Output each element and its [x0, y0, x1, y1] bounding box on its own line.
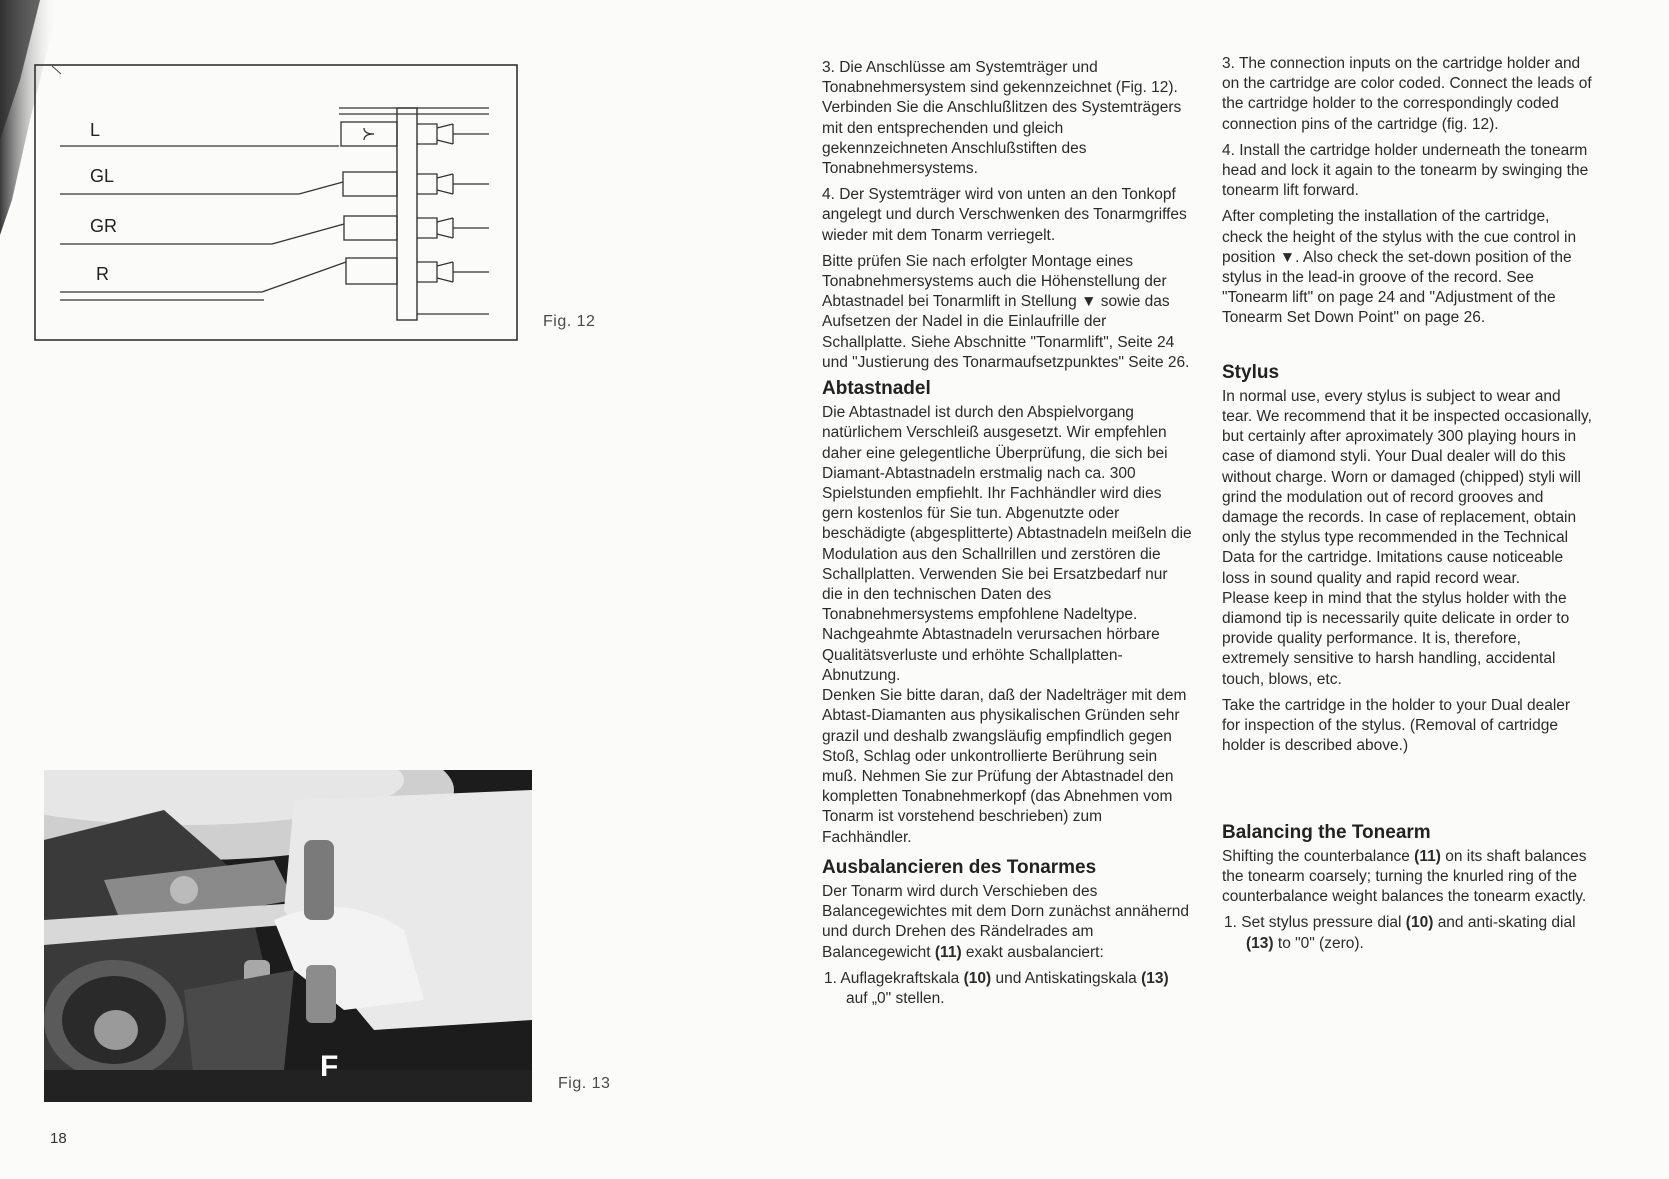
en-bal-list-item-1: [1222, 913, 1592, 953]
page-number: 18: [50, 1130, 67, 1147]
en-bal-text-a: Shifting the counterbalance: [1222, 847, 1410, 865]
wire-label-gl: GL: [90, 166, 115, 186]
en-p5-text-a: After completing the installation of the cartridge, check the height of the stylus with the cue control in position: [1222, 208, 1577, 266]
de-paragraph-5: [822, 252, 1192, 373]
en-paragraph-5: [1222, 207, 1592, 328]
cue-position-symbol: ▼: [1279, 248, 1296, 266]
wire-label-gr: GR: [90, 216, 117, 236]
en-stylus-paragraph-2: Please keep in mind that the stylus holder with the diamond tip is necessarily quite delicate in order to provide quality performance. It is, therefore, extremely sensitive to harsh handling, accidental touch, blows, etc.: [1222, 589, 1570, 688]
en-li1-text-c: to "0" (zero).: [1277, 934, 1364, 952]
en-paragraph-4: 4. Install the cartridge holder underneath the tonearm head and lock it again to the tonearm by swinging the tonearm lift forward.: [1222, 141, 1589, 200]
de-paragraph-4: 4. Der Systemträger wird von unten an den Tonkopf angelegt und durch Verschwenken des Tonarmgriffes wieder mit dem Tonarm verriegelt.: [822, 186, 1187, 244]
de-p5-text-a: Bitte prüfen Sie nach erfolgter Montage eines Tonabnehmersystems auch die Höhenstellung der Abtastnadel bei Tonarmlift in Stellung: [822, 252, 1167, 311]
en-paragraph-3: 3. The connection inputs on the cartridge holder and on the cartridge are color coded. Connect the leads of the cartridge holder to the correspondingly coded connection pins of the cartridge (fig. 12).: [1222, 55, 1592, 133]
fig12-caption: Fig. 12: [543, 313, 596, 330]
de-ausbal-text-a: Der Tonarm wird durch Verschieben des Balancegewichtes mit dem Dorn zunächst annähernd und durch Drehen des Rändelrades am Balancegewicht: [822, 882, 1190, 961]
de-abtast-paragraph-2: Denken Sie bitte daran, daß der Nadelträger mit dem Abtast-Diamanten aus physikalischen Gründen sehr grazil und deshalb zwangsläufig empfindlich gegen Stoß, Schlag oder unkontrollierte Berührung sein muß. Nehmen Sie zur Prüfung der Abtastnadel den kompletten Tonabnehmerkopf (das Abnehmen vom Tonarm ist vorstehend beschrieben) zum Fachhändler.: [822, 687, 1187, 846]
en-stylus-paragraph-1: In normal use, every stylus is subject to wear and tear. We recommend that it be inspected occasionally, but certainly after aproximately 300 playing hours in case of diamond styli. Your Dual dealer will do this without charge. Worn or damaged (chipped) styli will grind the modulation out of record grooves and damage the records. In case of replacement, obtain only the stylus type recommended in the Technical Data for the cartridge. Imitations cause noticeable loss in sound quality and rapid record wear.: [1222, 387, 1592, 587]
wiring-diagram-svg: [34, 64, 519, 342]
en-heading-balancing: Balancing the Tonearm: [1222, 821, 1431, 843]
fig12-diagram: [34, 64, 519, 342]
fig13-label-f: F: [320, 1050, 339, 1083]
en-bal-paragraph-1: [1222, 847, 1592, 908]
en-li1-text-b: and anti-skating dial: [1437, 914, 1576, 932]
de-li1-text-a: 1. Auflagekraftskala: [824, 969, 960, 987]
de-abtast-paragraph-1: Die Abtastnadel ist durch den Abspielvorgang natürlichem Verschleiß ausgesetzt. Wir empfehlen daher eine gelegentliche Überprüfung, die sich bei Diamant-Abtastnadeln erstmalig nach ca. 300 Spielstunden empfiehlt. Ihr Fachhändler wird dies gern kostenlos für Sie tun. Abgenutzte oder beschädigte (abgesplitterte) Abtastnadeln meißeln die Modulation aus den Schallrillen und zerstören die Schallplatten. Verwenden Sie bei Ersatzbedarf nur die in den technischen Daten des Tonabnehmersystems empfohlene Nadeltype. Nachgeahmte Abtastnadeln verursachen hörbare Qualitätsverluste und erhöhte Schallplatten-Abnutzung.: [822, 404, 1192, 684]
english-column: [1222, 54, 1592, 960]
wire-label-r: R: [96, 264, 109, 284]
en-heading-stylus: Stylus: [1222, 361, 1280, 383]
fig13-photo: [44, 770, 532, 1102]
en-bal-text-b: on its shaft balances the tonearm coarsely; turning the knurled ring of the counterbalance weight balances the tonearm exactly.: [1222, 847, 1587, 906]
german-column: [822, 58, 1192, 1015]
cue-position-symbol: ▼: [1081, 293, 1097, 311]
en-p5-text-b: . Also check the set-down position of the stylus in the lead-in groove of the record. See "Tonearm lift" on page 24 and "Adjustment of the Tonearm Set Down Point" on page 26.: [1222, 248, 1572, 327]
en-ref-11: (11): [1414, 847, 1441, 865]
de-ref-11: (11): [934, 943, 962, 961]
en-stylus-paragraph-3: Take the cartridge in the holder to your Dual dealer for inspection of the stylus. (Removal of cartridge holder is described above.): [1222, 696, 1571, 755]
de-paragraph-3: 3. Die Anschlüsse am Systemträger und Tonabnehmersystem sind gekennzeichnet (Fig. 12). Verbinden Sie die Anschlußlitzen des Systemträgers mit den entsprechenden und gleich gekennzeichneten Anschlußstiften des Tonabnehmersystems.: [822, 59, 1182, 178]
de-ausbal-text-b: exakt ausbalanciert:: [965, 943, 1104, 961]
de-li1-text-c: auf „0" stellen.: [846, 989, 945, 1007]
de-ausbal-list-item-1: [822, 969, 1192, 1009]
de-heading-abtastnadel: Abtastnadel: [822, 378, 931, 400]
en-ref-10: (10): [1405, 914, 1434, 932]
de-heading-ausbalancieren: Ausbalancieren des Tonarmes: [822, 856, 1097, 878]
wire-label-l: L: [90, 120, 101, 140]
de-li1-text-b: und Antiskatingskala: [995, 969, 1137, 987]
de-ausbal-paragraph-1: [822, 882, 1192, 963]
en-ref-13: (13): [1246, 934, 1274, 952]
en-li1-text-a: 1. Set stylus pressure dial: [1224, 914, 1402, 932]
de-p5-text-b: sowie das Aufsetzen der Nadel in die Einlaufrille der Schallplatte. Siehe Abschnitte "Tonarmlift", Seite 24 und "Justierung des Tonarmaufsetzpunktes" Seite 26.: [822, 293, 1190, 371]
tonearm-photo-illustration: [44, 770, 532, 1102]
fig13-caption: Fig. 13: [558, 1075, 611, 1092]
de-ref-13: (13): [1141, 969, 1169, 987]
de-ref-10: (10): [963, 969, 992, 987]
